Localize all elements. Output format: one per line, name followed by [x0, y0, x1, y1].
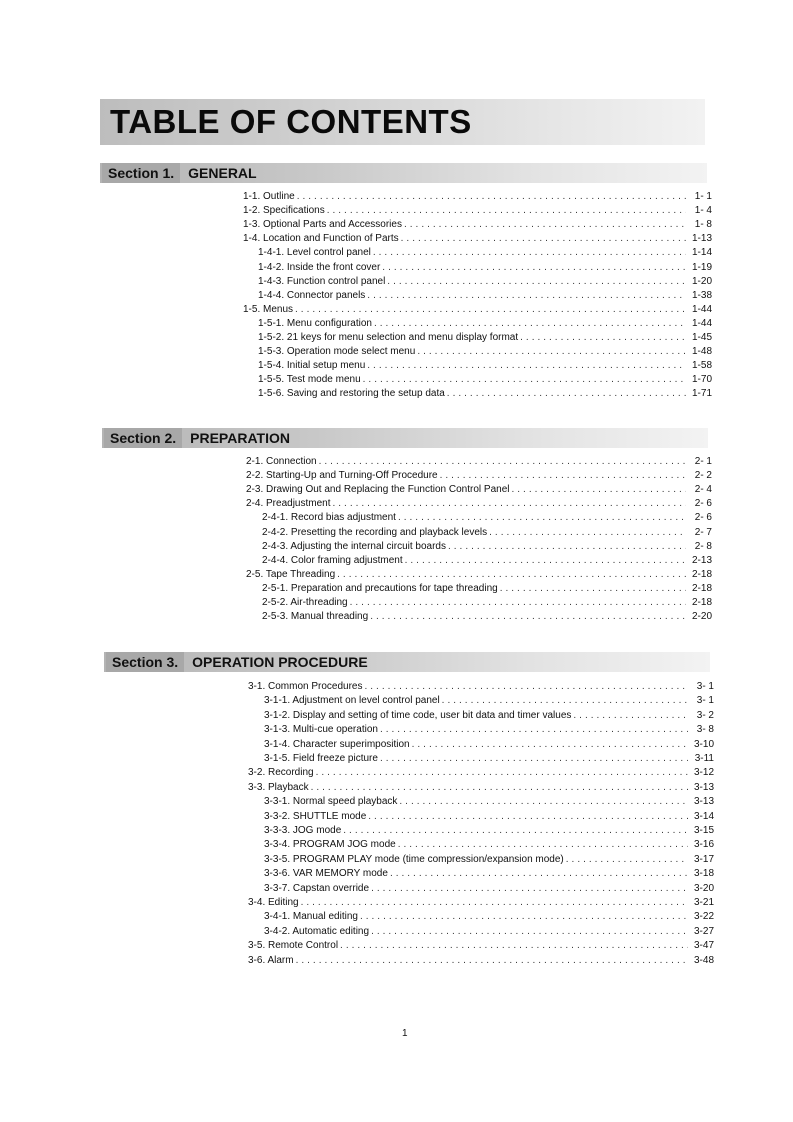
toc-entry[interactable] [248, 939, 714, 953]
toc-entry[interactable] [264, 810, 714, 824]
toc-entry-page: 2- 6 [694, 512, 712, 523]
dot-leader [440, 469, 686, 483]
toc-entry-label: 1-3. Optional Parts and Accessories [243, 219, 402, 230]
toc-entry-page: 1-14 [691, 247, 712, 258]
toc-entry[interactable] [246, 497, 712, 511]
toc-entry-page: 3-13 [693, 796, 714, 807]
toc-entry[interactable] [258, 331, 712, 345]
dot-leader [382, 261, 686, 275]
toc-entry-label: 1-4-2. Inside the front cover [258, 262, 381, 273]
toc-entry[interactable] [264, 882, 714, 896]
toc-entry-label: 3-3-3. JOG mode [264, 825, 342, 836]
toc-entry-page: 1- 8 [694, 219, 712, 230]
toc-entry-label: 1-2. Specifications [243, 205, 325, 216]
page-title: TABLE OF CONTENTS [110, 103, 472, 140]
section-title: GENERAL [188, 165, 257, 181]
toc-entry-page: 1- 4 [694, 205, 712, 216]
toc-entry[interactable] [264, 838, 714, 852]
toc-entry[interactable] [248, 781, 714, 795]
toc-entry-page: 2- 8 [694, 541, 712, 552]
toc-entry-page: 2- 2 [694, 470, 712, 481]
toc-entry-label: 3-3-5. PROGRAM PLAY mode (time compression/expansion mode) [264, 854, 564, 865]
toc-entry[interactable] [264, 709, 714, 723]
toc-entry-label: 3-4-2. Automatic editing [264, 926, 370, 937]
dot-leader [399, 795, 688, 809]
section-number: Section 2. [104, 428, 182, 448]
dot-leader [566, 853, 688, 867]
toc-entry[interactable] [264, 795, 714, 809]
toc-entry-label: 2-3. Drawing Out and Replacing the Function Control Panel [246, 484, 510, 495]
toc-entry-page: 3- 2 [696, 710, 714, 721]
toc-entry-page: 1-45 [691, 332, 712, 343]
toc-entry-label: 2-4-4. Color framing adjustment [262, 555, 403, 566]
toc-entry-label: 3-1-1. Adjustment on level control panel [264, 695, 440, 706]
section-number: Section 3. [106, 652, 184, 672]
toc-entry-label: 1-5-4. Initial setup menu [258, 360, 366, 371]
dot-leader [489, 526, 686, 540]
toc-entry[interactable] [264, 824, 714, 838]
dot-leader [367, 289, 686, 303]
toc-entry-label: 3-3. Playback [248, 782, 309, 793]
toc-entry-page: 1-48 [691, 346, 712, 357]
dot-leader [401, 232, 686, 246]
toc-entry-page: 3- 1 [696, 681, 714, 692]
toc-entry-label: 3-4. Editing [248, 897, 299, 908]
toc-entry-page: 3-16 [693, 839, 714, 850]
toc-entry-page: 1-20 [691, 276, 712, 287]
toc-entry[interactable] [248, 766, 714, 780]
dot-leader [295, 303, 686, 317]
dot-leader [368, 810, 688, 824]
toc-entry-page: 2- 6 [694, 498, 712, 509]
dot-leader [573, 709, 688, 723]
toc-entry-label: 2-5-2. Air-threading [262, 597, 348, 608]
toc-entry[interactable] [262, 596, 712, 610]
dot-leader [417, 345, 686, 359]
toc-entry[interactable] [264, 723, 714, 737]
toc-entry[interactable] [258, 261, 712, 275]
toc-entry-label: 3-1-5. Field freeze picture [264, 753, 378, 764]
toc-entry[interactable] [258, 345, 712, 359]
toc-entry-label: 3-1. Common Procedures [248, 681, 363, 692]
dot-leader [301, 896, 688, 910]
toc-entry-page: 3-17 [693, 854, 714, 865]
toc-entry-page: 3-15 [693, 825, 714, 836]
toc-entry-label: 2-5. Tape Threading [246, 569, 336, 580]
toc-entry-label: 3-3-2. SHUTTLE mode [264, 811, 367, 822]
dot-leader [404, 218, 686, 232]
dot-leader [363, 373, 686, 387]
toc-entry-label: 3-3-6. VAR MEMORY mode [264, 868, 388, 879]
toc-entry-label: 3-6. Alarm [248, 955, 294, 966]
toc-entry[interactable] [262, 511, 712, 525]
section-title: PREPARATION [190, 430, 290, 446]
toc-entry-page: 3-10 [693, 739, 714, 750]
toc-entry[interactable] [243, 204, 712, 218]
toc-entry-page: 1-71 [691, 388, 712, 399]
toc-entry-page: 1-13 [691, 233, 712, 244]
dot-leader [374, 317, 686, 331]
toc-entry-label: 3-3-7. Capstan override [264, 883, 370, 894]
toc-entry[interactable] [262, 526, 712, 540]
toc-entry-page: 3- 8 [696, 724, 714, 735]
section-heading [102, 163, 257, 183]
toc-entry-page: 2- 1 [694, 456, 712, 467]
toc-entry-label: 2-4-1. Record bias adjustment [262, 512, 396, 523]
toc-entry-label: 3-1-3. Multi-cue operation [264, 724, 378, 735]
dot-leader [500, 582, 686, 596]
toc-entry-page: 3-48 [693, 955, 714, 966]
toc-entry-page: 1-70 [691, 374, 712, 385]
toc-entry-label: 3-3-4. PROGRAM JOG mode [264, 839, 396, 850]
dot-leader [380, 752, 688, 766]
toc-entry-label: 3-3-1. Normal speed playback [264, 796, 398, 807]
toc-entry-label: 2-5-3. Manual threading [262, 611, 369, 622]
toc-entry-page: 3-11 [694, 753, 714, 764]
section-heading [104, 428, 290, 448]
section-number: Section 1. [102, 163, 180, 183]
toc-entry[interactable] [262, 554, 712, 568]
toc-entry[interactable] [258, 373, 712, 387]
section-heading [106, 652, 368, 672]
dot-leader [511, 483, 686, 497]
toc-entry-label: 2-5-1. Preparation and precautions for tape threading [262, 583, 498, 594]
dot-leader [371, 925, 688, 939]
dot-leader [398, 838, 688, 852]
toc-entry-label: 2-4-2. Presetting the recording and playback levels [262, 527, 488, 538]
dot-leader [387, 275, 686, 289]
toc-entry[interactable] [262, 582, 712, 596]
toc-entry-label: 1-4-3. Function control panel [258, 276, 386, 287]
toc-entry-page: 2- 7 [694, 527, 712, 538]
toc-entry[interactable] [243, 232, 712, 246]
toc-entry[interactable] [246, 469, 712, 483]
toc-entry-label: 3-5. Remote Control [248, 940, 339, 951]
toc-entry[interactable] [246, 455, 712, 469]
toc-entry-label: 1-5-2. 21 keys for menu selection and menu display format [258, 332, 519, 343]
toc-entry-label: 3-2. Recording [248, 767, 314, 778]
toc-entry-label: 2-4-3. Adjusting the internal circuit boards [262, 541, 446, 552]
toc-entry-page: 3-21 [693, 897, 714, 908]
toc-entry[interactable] [258, 359, 712, 373]
toc-entry[interactable] [258, 275, 712, 289]
dot-leader [380, 723, 688, 737]
dot-leader [448, 540, 686, 554]
toc-entry[interactable] [264, 867, 714, 881]
toc-entry-page: 3-27 [693, 926, 714, 937]
toc-entry-label: 3-1-4. Character superimposition [264, 739, 410, 750]
toc-entry[interactable] [258, 289, 712, 303]
toc-entry[interactable] [243, 303, 712, 317]
toc-entry-page: 3-18 [693, 868, 714, 879]
toc-entry-page: 3-47 [693, 940, 714, 951]
toc-entry-label: 2-4. Preadjustment [246, 498, 331, 509]
toc-entry-page: 1- 1 [694, 191, 712, 202]
toc-entry-label: 1-4-1. Level control panel [258, 247, 371, 258]
toc-entry[interactable] [262, 610, 712, 624]
dot-leader [370, 610, 686, 624]
toc-entry-page: 1-38 [691, 290, 712, 301]
toc-entry-page: 2-18 [691, 583, 712, 594]
toc-entry-page: 1-58 [691, 360, 712, 371]
dot-leader [371, 882, 688, 896]
dot-leader [360, 910, 688, 924]
toc-entry[interactable] [264, 910, 714, 924]
toc-entry[interactable] [246, 483, 712, 497]
toc-entry-page: 2-18 [691, 597, 712, 608]
dot-leader [311, 781, 688, 795]
toc-entry[interactable] [258, 387, 712, 401]
dot-leader [327, 204, 686, 218]
toc-entry[interactable] [264, 752, 714, 766]
dot-leader [405, 554, 686, 568]
toc-entry-page: 3-14 [693, 811, 714, 822]
toc-entry-page: 2-13 [691, 555, 712, 566]
toc-entry-label: 2-1. Connection [246, 456, 317, 467]
toc-entry[interactable] [248, 954, 714, 968]
toc-entry-page: 2-20 [691, 611, 712, 622]
dot-leader [367, 359, 686, 373]
toc-entry-page: 2- 4 [694, 484, 712, 495]
dot-leader [343, 824, 688, 838]
toc-entry-label: 3-1-2. Display and setting of time code, user bit data and timer values [264, 710, 572, 721]
toc-entry-label: 1-5. Menus [243, 304, 294, 315]
toc-entry[interactable] [246, 568, 712, 582]
toc-entry[interactable] [264, 925, 714, 939]
section-title: OPERATION PROCEDURE [192, 654, 368, 670]
toc-entry[interactable] [248, 680, 714, 694]
dot-leader [365, 680, 689, 694]
toc-entry-page: 3-22 [693, 911, 714, 922]
dot-leader [442, 694, 688, 708]
toc-entry-page: 1-19 [691, 262, 712, 273]
dot-leader [316, 766, 688, 780]
toc-entry-label: 1-1. Outline [243, 191, 295, 202]
toc-entry-label: 1-5-3. Operation mode select menu [258, 346, 416, 357]
toc-entry-page: 3-12 [693, 767, 714, 778]
toc-entry-page: 1-44 [691, 318, 712, 329]
toc-entry-page: 1-44 [691, 304, 712, 315]
toc-entry-page: 3-13 [693, 782, 714, 793]
dot-leader [447, 387, 686, 401]
toc-entry-page: 2-18 [691, 569, 712, 580]
dot-leader [319, 455, 686, 469]
dot-leader [373, 246, 686, 260]
dot-leader [412, 738, 688, 752]
toc-entry-page: 3- 1 [696, 695, 714, 706]
toc-entry[interactable] [264, 853, 714, 867]
dot-leader [297, 190, 686, 204]
toc-entry-page: 3-20 [693, 883, 714, 894]
toc-entry[interactable] [264, 694, 714, 708]
toc-entry[interactable] [262, 540, 712, 554]
dot-leader [333, 497, 687, 511]
toc-entry-label: 3-4-1. Manual editing [264, 911, 358, 922]
dot-leader [350, 596, 686, 610]
toc-entry-label: 1-4-4. Connector panels [258, 290, 366, 301]
toc-entry-label: 1-5-6. Saving and restoring the setup data [258, 388, 445, 399]
toc-entry[interactable] [248, 896, 714, 910]
toc-entry[interactable] [258, 246, 712, 260]
dot-leader [390, 867, 688, 881]
toc-entry-label: 1-5-1. Menu configuration [258, 318, 372, 329]
dot-leader [520, 331, 686, 345]
toc-entry[interactable] [243, 218, 712, 232]
toc-entry[interactable] [264, 738, 714, 752]
page-number: 1 [402, 1028, 408, 1039]
dot-leader [296, 954, 688, 968]
toc-entry[interactable] [258, 317, 712, 331]
toc-entry-label: 2-2. Starting-Up and Turning-Off Procedure [246, 470, 438, 481]
toc-entry[interactable] [243, 190, 712, 204]
toc-entry-label: 1-4. Location and Function of Parts [243, 233, 399, 244]
dot-leader [340, 939, 688, 953]
dot-leader [337, 568, 686, 582]
toc-entry-label: 1-5-5. Test mode menu [258, 374, 361, 385]
dot-leader [398, 511, 686, 525]
